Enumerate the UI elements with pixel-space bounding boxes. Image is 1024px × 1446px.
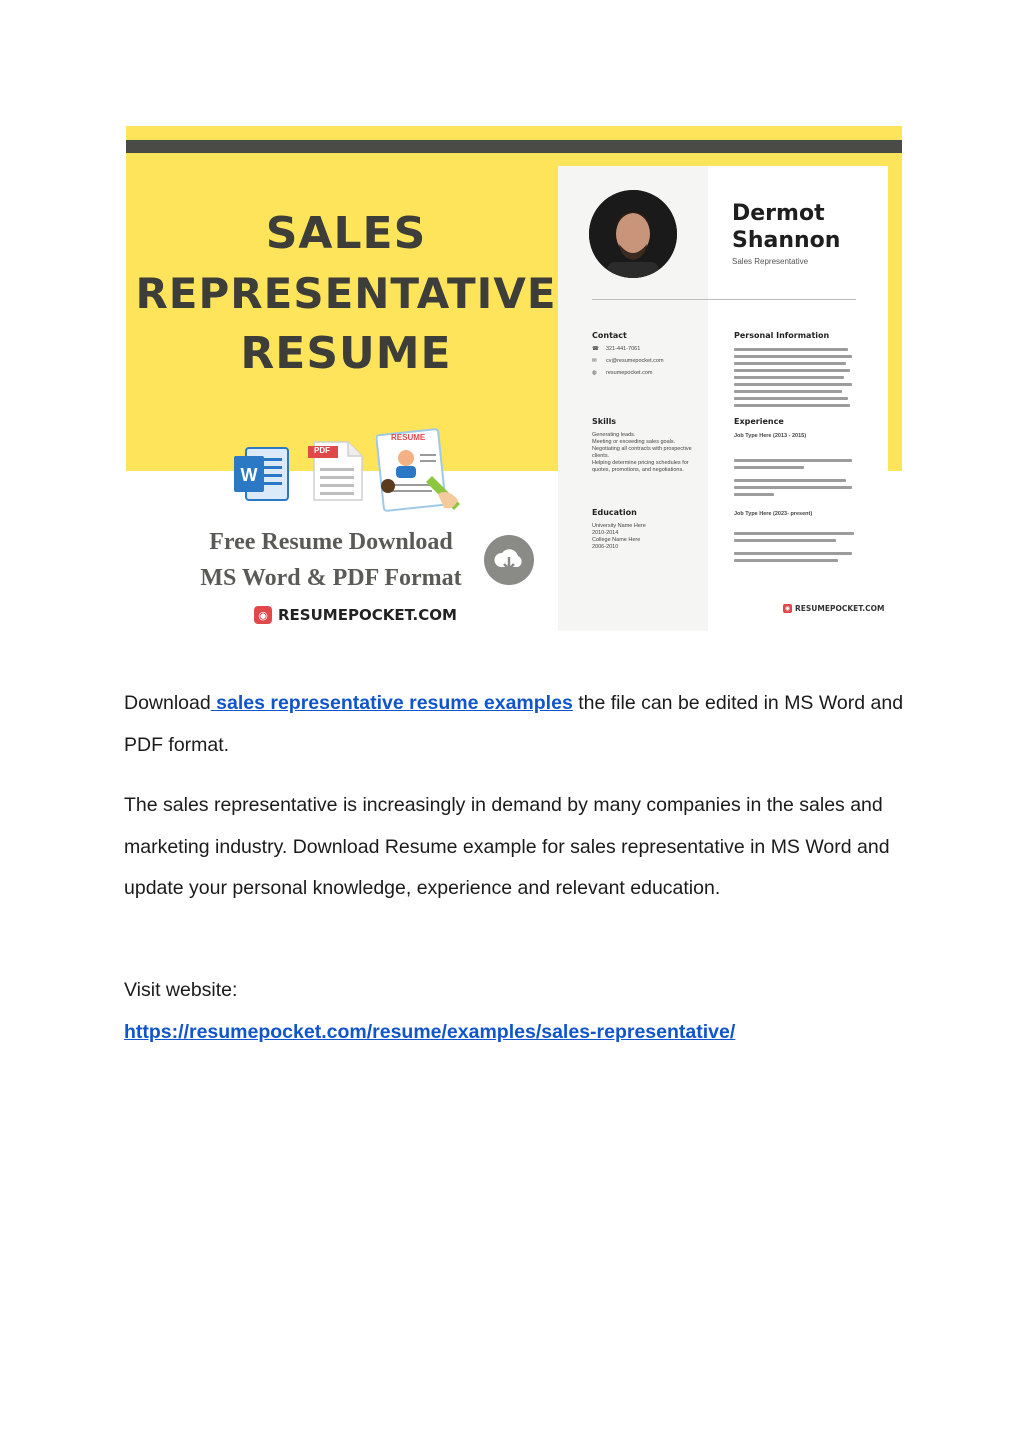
personal-info-heading: Personal Information (734, 331, 830, 340)
skills-item: quotes, promotions, and negotiations. (592, 467, 684, 473)
free-download-text: Free Resume Download (209, 529, 453, 555)
resumepocket-logo-icon: ◉ (254, 606, 272, 624)
visit-label: Visit website: (124, 979, 238, 1001)
text-line (734, 383, 852, 386)
banner-title-line-2: REPRESENTATIVE (135, 269, 557, 318)
banner-title-line-1: SALES (265, 208, 427, 259)
resume-name-last: Shannon (732, 228, 841, 253)
skills-item: Meeting or exceeding sales goals. (592, 439, 676, 445)
skills-item: Negotiating all contracts with prospective (592, 446, 692, 452)
brand-logo-right (783, 604, 884, 613)
text-line (734, 355, 852, 358)
brand-name-small: RESUMEPOCKET.COM (795, 604, 885, 613)
contact-heading: Contact (592, 331, 627, 340)
education-heading: Education (592, 508, 637, 517)
text-line (734, 532, 854, 535)
resume-name (732, 200, 840, 254)
brand-name: RESUMEPOCKET.COM (278, 606, 457, 624)
contact-email: cv@resumepocket.com (606, 358, 664, 364)
text-line (734, 348, 848, 351)
contact-web-icon: ◍ (592, 370, 597, 376)
word-file-icon (232, 444, 294, 504)
skills-item: Generating leads. (592, 432, 636, 438)
text-line (734, 466, 804, 469)
resume-tag: RESUME (391, 433, 426, 442)
description-paragraph: The sales representative is increasingly in demand by many companies in the sales and marketing industry. Download Resume example for sales representative in MS Word and update your personal knowledge, experience and relevant education. (124, 794, 890, 899)
text-line (734, 539, 836, 542)
text-line (734, 559, 838, 562)
text-line (734, 397, 848, 400)
brand-logo-left (254, 606, 457, 624)
format-text: MS Word & PDF Format (200, 565, 462, 591)
intro-paragraph (124, 683, 904, 766)
intro-text-start: Download (124, 692, 211, 714)
text-line (734, 390, 842, 393)
svg-text:W: W (240, 465, 258, 485)
intro-text-end: the file can be edited in MS Word and PDF format. (124, 692, 904, 756)
text-line (734, 376, 844, 379)
text-line (734, 479, 846, 482)
banner-title-line-3: RESUME (240, 328, 452, 379)
text-line (734, 486, 852, 489)
avatar (589, 190, 677, 278)
resume-divider (592, 299, 856, 300)
skills-heading: Skills (592, 417, 617, 426)
banner-top-bar (126, 140, 902, 153)
education-item: 2006-2010 (592, 544, 619, 550)
resume-role: Sales Representative (732, 257, 809, 266)
download-cloud-icon (484, 535, 534, 585)
job-title-1: Job Type Here (2013 - 2015) (734, 433, 807, 439)
text-line (734, 369, 850, 372)
skills-item: Helping determine pricing schedules for (592, 460, 689, 466)
contact-phone-icon: ☎ (592, 346, 599, 352)
contact-phone: 321-441-7061 (606, 346, 641, 352)
experience-heading: Experience (734, 417, 784, 426)
text-line (734, 404, 850, 407)
skills-item: clients. (592, 453, 610, 459)
contact-email-icon: ✉ (592, 358, 597, 364)
resume-banner-image (126, 126, 902, 631)
resumepocket-logo-icon: ◉ (784, 605, 791, 612)
text-line (734, 459, 852, 462)
text-line (734, 552, 852, 555)
text-line (734, 362, 846, 365)
website-link[interactable]: https://resumepocket.com/resume/examples/sales-representative/ (124, 1021, 736, 1043)
text-line (734, 493, 774, 496)
examples-link[interactable]: sales representative resume examples (210, 692, 573, 714)
education-item: 2010-2014 (592, 530, 619, 536)
education-item: College Name Here (592, 537, 641, 543)
pdf-tag: PDF (314, 446, 330, 455)
visit-url-line (124, 1012, 904, 1054)
contact-web: resumepocket.com (606, 370, 653, 376)
education-item: University Name Here (592, 523, 646, 529)
resume-name-first: Dermot (732, 201, 825, 226)
job-title-2: Job Type Here (2023- present) (734, 511, 813, 517)
